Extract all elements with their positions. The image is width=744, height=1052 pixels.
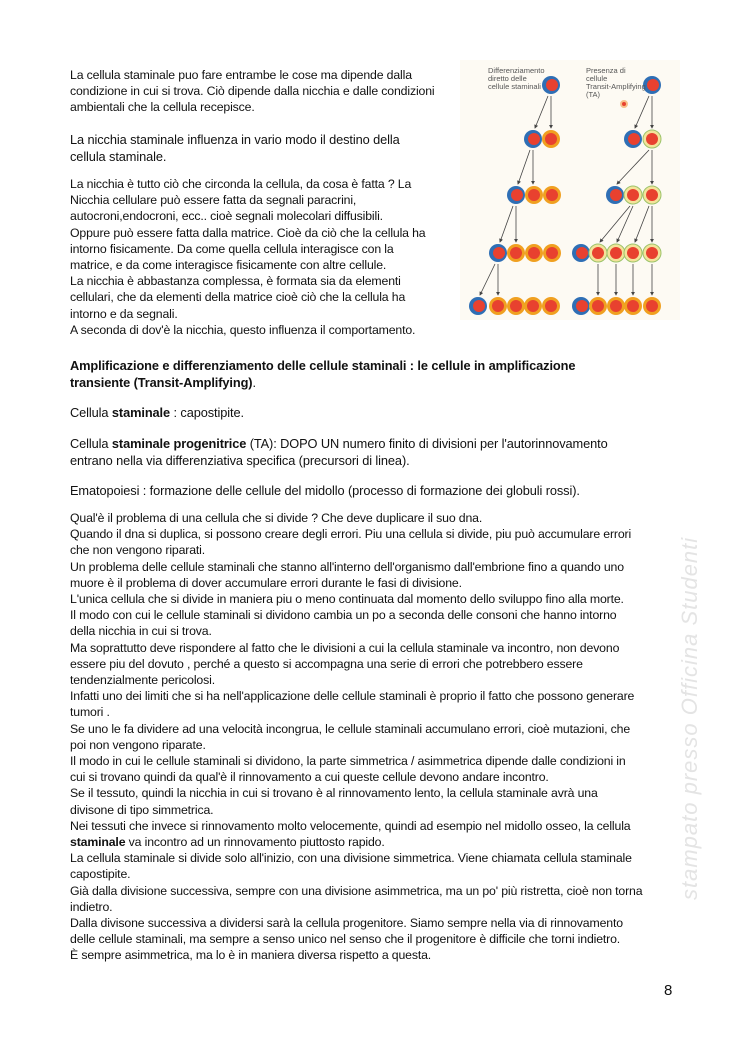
differentiated-cell: [589, 297, 607, 315]
text-line: Il modo in cui le cellule staminali si dividono, la parte simmetrica / asimmetrica dipende dalle condizioni in: [70, 754, 626, 769]
ta-cell: [643, 244, 661, 262]
stem-cell: [507, 186, 525, 204]
differentiated-cell: [489, 297, 507, 315]
body-lines-2: [70, 850, 642, 963]
text-line: intorno e da segnali.: [70, 306, 178, 321]
diagram-label-line: Differenziamento: [488, 66, 545, 75]
ta-cell: [607, 244, 625, 262]
ta-cell: [643, 130, 661, 148]
text-line: La cellula staminale puo fare entrambe le cose ma dipende dalla: [70, 68, 412, 82]
stem-cell: [572, 297, 590, 315]
stem-cell: [624, 130, 642, 148]
differentiated-cell: [525, 186, 543, 204]
stem-cell: [542, 76, 560, 94]
intro-paragraph: [70, 67, 434, 116]
text-line: La cellula staminale si divide solo all'inizio, con una divisione simmetrica. Viene chiamata cellula staminale: [70, 851, 632, 866]
text-line: cellulari, che da elementi della matrice cioè ciò che la cellula ha: [70, 290, 406, 305]
text-line: L'unica cellula che si divide in maniera piu o meno continuata dal momento dello sviluppo fino alla morte.: [70, 592, 624, 607]
text-line: La nicchia staminale influenza in vario modo il destino della: [70, 132, 400, 147]
text-line: Quando il dna si duplica, si possono creare degli errori. Piu una cellula si divide, piu può accumulare errori: [70, 527, 632, 542]
text-line: Nei tessuti che invece si rinnovamento molto velocemente, quindi ad esempio nel midollo osseo, la cellula: [70, 818, 631, 833]
text-line: poi non vengono riparate.: [70, 737, 206, 752]
differentiated-cell: [542, 130, 560, 148]
text-line: Qual'è il problema di una cellula che si divide ? Che deve duplicare il suo dna.: [70, 511, 483, 525]
differentiated-cell: [542, 297, 560, 315]
text-line: divisone di tipo simmetrica.: [70, 802, 214, 817]
ta-legend-dot: [621, 101, 627, 107]
differentiated-cell: [507, 244, 525, 262]
differentiated-cell: [543, 186, 561, 204]
text-line: Infatti uno dei limiti che si ha nell'applicazione delle cellule staminali è proprio il fatto che possono generare: [70, 689, 635, 704]
differentiated-cell: [607, 297, 625, 315]
text-line: A seconda di dov'è la nicchia, questo influenza il comportamento.: [70, 322, 416, 337]
stem-bold: staminale: [111, 405, 171, 420]
diagram-label-line: Transit-Amplifying: [586, 82, 646, 91]
differentiated-cell: [507, 297, 525, 315]
text-line: della nicchia in cui si trova.: [70, 624, 212, 639]
progenitor-definition: [70, 435, 608, 469]
text-line: Ma soprattutto deve rispondere al fatto che le divisioni a cui la cellula staminale va incontro, non devono: [70, 640, 620, 655]
text-line: autocroni,endocroni, ecc.. cioè segnali molecolari diffusibili.: [70, 209, 383, 224]
stem-cell: [469, 297, 487, 315]
differentiated-cell: [643, 297, 661, 315]
prog-bold: staminale progenitrice: [111, 436, 247, 451]
stem-definition: [70, 404, 244, 421]
differentiated-cell: [543, 244, 561, 262]
diagram-label-line: (TA): [586, 90, 601, 99]
text-line: Nicchia cellulare può essere fatta da segnali paracrini,: [70, 193, 357, 208]
text-line: La nicchia è abbastanza complessa, è formata sia da elementi: [70, 274, 401, 289]
ta-cell: [643, 186, 661, 204]
bold-word: staminale: [70, 835, 126, 850]
heading-line-1: Amplificazione e differenziamento delle cellule staminali : le cellule in amplificazione: [70, 358, 576, 373]
text-line: delle cellule staminali, ma sempre a senso unico nel senso che il progenitore è difficile che torni indietro.: [70, 932, 621, 947]
text-line: tendenzialmente pericolosi.: [70, 673, 215, 688]
text-line: condizione in cui si trova. Ciò dipende dalla nicchia e dalle condizioni: [70, 84, 435, 99]
stem-cell: [572, 244, 590, 262]
diagram-label-line: diretto delle: [488, 74, 527, 83]
text-line: capostipite.: [70, 867, 131, 882]
ta-cell: [589, 244, 607, 262]
text-line: Se uno le fa dividere ad una velocità incongrua, le cellule staminali accumulano errori, cioè mutazioni, che: [70, 721, 631, 736]
stem-cell: [606, 186, 624, 204]
stem-cell-division-diagram: [460, 60, 680, 320]
stem-cell: [489, 244, 507, 262]
heading-line-2: transiente (Transit-Amplifying): [70, 375, 253, 390]
text-line: Oppure può essere fatta dalla matrice. Cioè da ciò che la cellula ha: [70, 225, 426, 240]
heading-end: .: [252, 375, 256, 390]
niche-heading: [70, 131, 400, 165]
text-line: che non vengono riparati.: [70, 543, 206, 558]
prog-line-2: entrano nella via differenziativa specifica (precursori di linea).: [70, 453, 410, 468]
ta-cell: [624, 244, 642, 262]
text-line: La nicchia è tutto ciò che circonda la cellula, da cosa è fatta ? La: [70, 177, 412, 191]
text-line: cellula staminale.: [70, 149, 167, 164]
stem-post: : capostipite.: [170, 405, 244, 420]
text-line: muore è il problema di dover accumulare errori durante le fasi di divisione.: [70, 575, 462, 590]
text-line: indietro.: [70, 899, 113, 914]
body-lines-1: [70, 510, 642, 834]
text-line: ambientali che la cellula recepisce.: [70, 100, 255, 115]
page-number: 8: [664, 982, 673, 999]
ta-cell: [624, 186, 642, 204]
text-line: essere piu del dovuto , perché a questo si accompagna una serie di errori che potrebbero essere: [70, 656, 583, 671]
ematopoiesi-definition: Ematopoiesi : formazione delle cellule del midollo (processo di formazione dei globuli rossi).: [70, 483, 580, 498]
body-bold-line: [70, 834, 642, 850]
text-line: È sempre asimmetrica, ma lo è in maniera diversa rispetto a questa.: [70, 948, 432, 963]
differentiated-cell: [624, 297, 642, 315]
prog-post: (TA): DOPO UN numero finito di divisioni per l'autorinnovamento: [246, 436, 608, 451]
text-line: Il modo con cui le cellule staminali si dividono cambia un po a seconda delle consoni che hanno intorno: [70, 608, 617, 623]
body-text: [70, 510, 642, 964]
prog-pre: Cellula: [70, 436, 112, 451]
text-line: Un problema delle cellule staminali che stanno all'interno dell'organismo dall'embrione fino a quando uno: [70, 559, 624, 574]
text-line: Se il tessuto, quindi la nicchia in cui si trovano è al rinnovamento lento, la cellula staminale avrà una: [70, 786, 598, 801]
watermark: stampato presso Officina Studenti: [677, 536, 702, 900]
text-line: matrice, e da come interagisce fisicamente con altre cellule.: [70, 258, 387, 273]
diagram-label-line: cellule: [586, 74, 608, 83]
stem-pre: Cellula: [70, 405, 112, 420]
text-line: Già dalla divisione successiva, sempre con una divisione asimmetrica, ma un po' più ristretta, cioè non torna: [70, 883, 643, 898]
text-line: tumori .: [70, 705, 110, 720]
diagram-label-line: cellule staminali: [488, 82, 541, 91]
stem-cell: [524, 130, 542, 148]
bold-line-rest: va incontro ad un rinnovamento piuttosto rapido.: [125, 835, 385, 850]
differentiated-cell: [525, 244, 543, 262]
diagram-label-line: Presenza di: [586, 66, 626, 75]
amplification-heading: [70, 357, 690, 391]
differentiated-cell: [524, 297, 542, 315]
niche-paragraph: [70, 176, 426, 338]
text-line: cui si trovano quindi da qual'è il rinnovamento a cui queste cellule devono andare incontro.: [70, 770, 549, 785]
text-line: intorno fisicamente. Da come quella cellula interagisce con la: [70, 241, 394, 256]
text-line: Dalla divisone successiva a dividersi sarà la cellula progenitore. Siamo sempre nella via di rinnovamento: [70, 916, 623, 931]
